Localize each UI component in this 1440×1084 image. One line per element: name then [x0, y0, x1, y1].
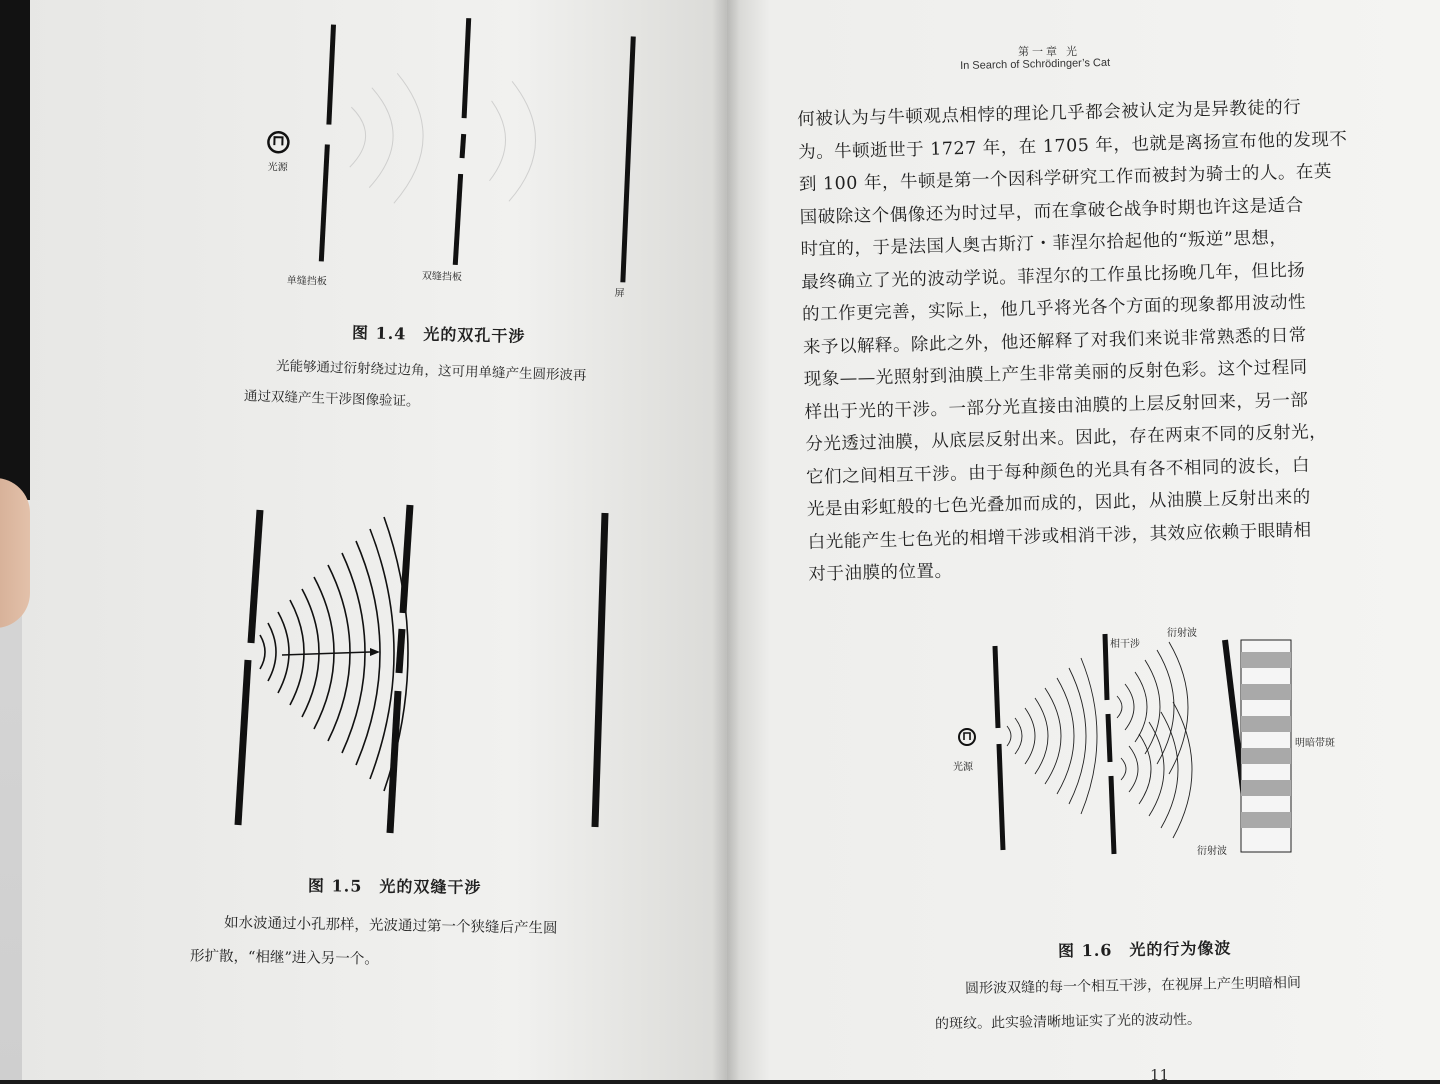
body-line: 到 100 年，牛顿是第一个因科学研究工作而被封为骑士的人。在英 [798, 161, 1333, 195]
double-slit-barrier-bottom [455, 174, 460, 265]
fig16-first-barrier-top [995, 646, 998, 728]
body-line: 它们之间相互干涉。由于每种颜色的光具有各不相同的波长，白 [805, 455, 1311, 488]
double-slit-barrier-middle [462, 134, 464, 158]
body-line: 白光能产生七色光的相增干涉或相消干涉，其效应依赖于眼睛相 [807, 520, 1312, 553]
fig16-waves-first [1007, 658, 1097, 814]
first-barrier-top [251, 510, 260, 643]
fig14-caption-title: 图 1.4 光的双孔干涉 [351, 323, 526, 346]
figure-1-5 [220, 495, 640, 840]
fig16-second-barrier-top [1105, 634, 1107, 700]
fig14-label-screen: 屏 [614, 288, 625, 300]
second-barrier-middle [399, 629, 402, 673]
fig16-caption-title: 图 1.6 光的行为像波 [1057, 938, 1232, 961]
fig16-first-barrier-bottom [999, 744, 1003, 850]
body-line: 的工作更完善，实际上，他几乎将光各个方面的现象都用波动性 [801, 292, 1307, 325]
fig16-light-source-icon [959, 729, 975, 745]
fig16-waves-second [1117, 642, 1192, 838]
fig16-label-diffract-top: 衍射波 [1167, 628, 1197, 639]
light-source-icon [268, 132, 289, 153]
body-line: 光是由彩虹般的七色光叠加而成的，因此，从油膜上反射出来的 [806, 487, 1312, 520]
body-line: 时宜的，于是法国人奥古斯汀・菲涅尔拾起他的“叛逆”思想， [800, 228, 1288, 260]
fig14-caption-desc-2: 通过双缝产生干涉图像验证。 [243, 388, 420, 410]
fig16-caption-desc-1: 圆形波双缝的每一个相互干涉，在视屏上产生明暗相间 [964, 975, 1302, 997]
faint-waves [349, 72, 537, 207]
fig15-caption-desc-1: 如水波通过小孔那样，光波通过第一个狭缝后产生圆 [223, 915, 558, 937]
figure-1-6 [945, 622, 1335, 862]
fig14-label-double: 双缝挡板 [421, 271, 463, 284]
second-barrier-bottom [390, 691, 398, 833]
wave-arrow-head [370, 648, 380, 656]
wave-direction-arrow [282, 652, 370, 655]
fig14-label-source: 光源 [267, 161, 288, 174]
fig16-second-barrier-bottom [1111, 776, 1114, 854]
page-number: 11 [1150, 1066, 1170, 1084]
first-barrier-bottom [238, 660, 248, 825]
fig15-caption-desc-2: 形扩散，“相继”进入另一个。 [189, 948, 379, 968]
body-line: 分光透过油膜，从底层反射出来。因此，存在两束不同的反射光， [805, 422, 1328, 455]
fig16-label-diffract-bottom: 衍射波 [1197, 846, 1227, 857]
thumb [0, 478, 30, 628]
body-line: 国破除这个偶像还为时过早，而在拿破仑战争时期也许这是适合 [799, 195, 1304, 228]
fig16-label-source: 光源 [953, 762, 973, 773]
body-text [797, 90, 1369, 591]
fig14-caption-desc-1: 光能够通过衍射绕过边角，这可用单缝产生圆形波再 [275, 358, 587, 384]
single-slit-barrier-bottom [321, 144, 327, 261]
fig15-caption-title: 图 1.5 光的双缝干涉 [307, 876, 482, 897]
double-slit-barrier-top [464, 18, 469, 118]
fig16-label-coherent: 相干涉 [1110, 639, 1140, 650]
fig16-caption-desc-2: 的斑纹。此实验清晰地证实了光的波动性。 [934, 1011, 1202, 1033]
body-line: 样出于光的干涉。一部分光直接由油膜的上层反射回来，另一部 [804, 390, 1309, 423]
single-slit-barrier-top [329, 25, 334, 125]
running-head-book: In Search of Schrödinger’s Cat [960, 56, 1111, 72]
book-gutter [712, 0, 740, 1080]
circular-waves [260, 517, 408, 791]
fig16-second-barrier-middle [1108, 714, 1110, 762]
body-line: 最终确立了光的波动学说。菲涅尔的工作虽比扬晚几年，但比扬 [801, 260, 1306, 293]
fig15-screen [595, 513, 605, 827]
screen-bar [623, 36, 633, 282]
body-line: 来予以解释。除此之外，他还解释了对我们来说非常熟悉的日常 [802, 325, 1308, 358]
body-line: 为。牛顿逝世于 1727 年，在 1705 年，也就是离扬宣布他的发现不 [797, 129, 1348, 163]
body-line: 现象——光照射到油膜上产生非常美丽的反射色彩。这个过程同 [803, 357, 1308, 390]
body-line: 何被认为与牛顿观点相悖的理论几乎都会被认定为是异教徒的行 [797, 97, 1302, 130]
bright-dark-bands [1241, 640, 1291, 852]
fig16-label-bands: 明暗带斑 [1295, 738, 1335, 749]
fig14-label-single: 单缝挡板 [286, 275, 327, 288]
running-head-chapter: 第一章 光 [1018, 46, 1081, 58]
body-line: 对于油膜的位置。 [808, 561, 953, 585]
book-cover-edge [0, 0, 30, 500]
figure-1-4 [250, 10, 670, 310]
